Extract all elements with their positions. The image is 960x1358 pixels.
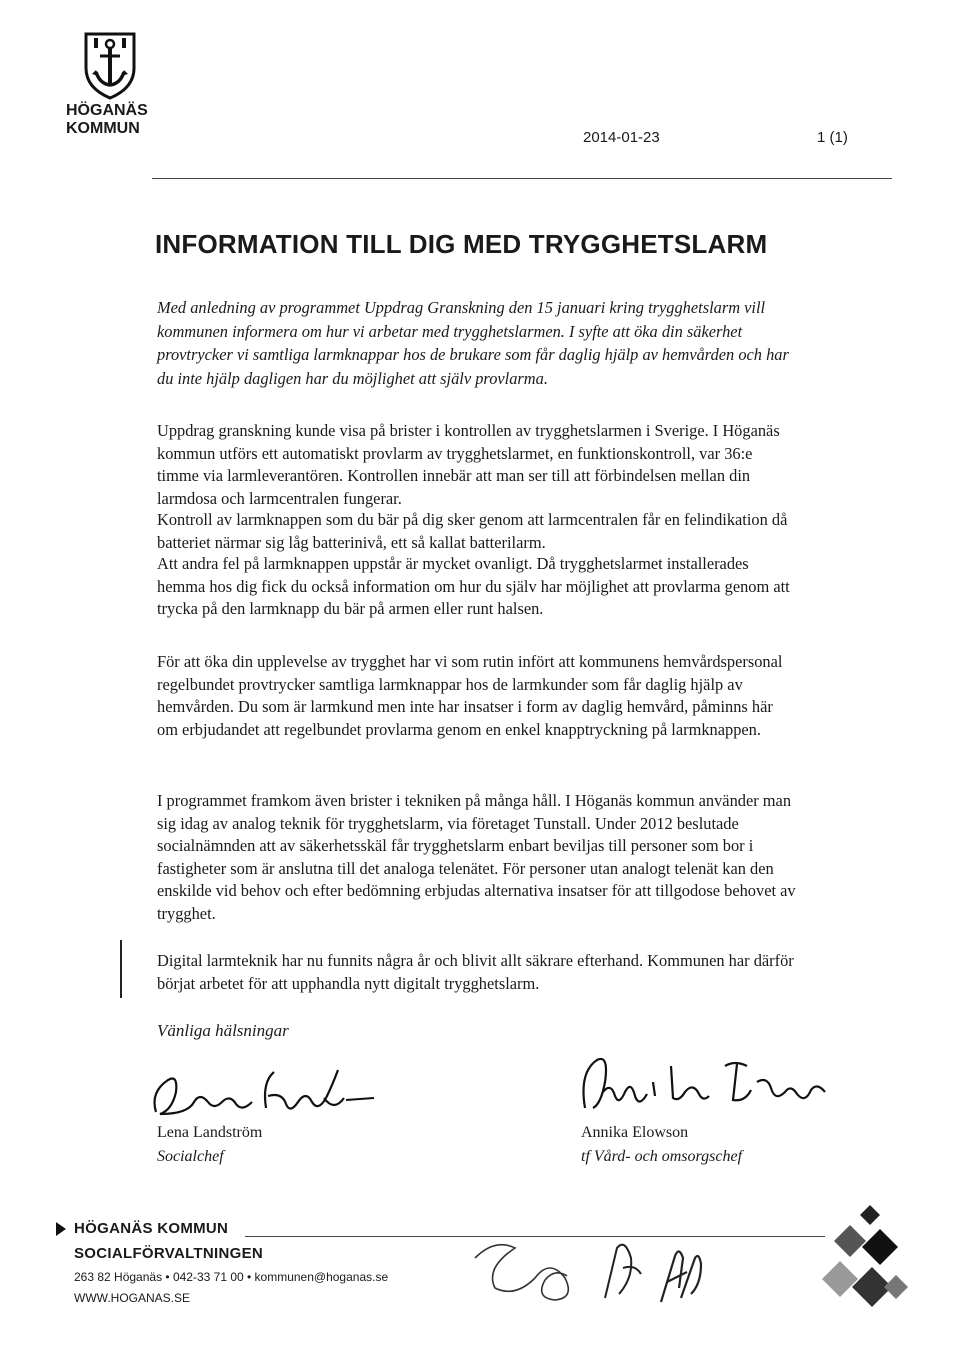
logo-org-line1: HÖGANÄS [66, 102, 148, 119]
handwritten-initials [455, 1228, 715, 1318]
footer-website: WWW.HOGANAS.SE [74, 1291, 191, 1305]
margin-mark [120, 940, 122, 998]
anchor-coat-of-arms-icon [80, 30, 140, 100]
document-date: 2014-01-23 [583, 129, 660, 146]
signature-lena-landstrom [148, 1062, 378, 1124]
header-divider [152, 178, 892, 179]
footer-address: 263 82 Höganäs • 042-33 71 00 • kommunen@hoganas.se [74, 1270, 389, 1284]
body-paragraph-5: I programmet framkom även brister i tekniken på många håll. I Höganäs kommun använder man sig idag av analog teknik för trygghetslarm, via företaget Tunstall. Under 2012 beslutade socialnämnden att av säkerhetsskäl får trygghetslarm enbart beviljas till personer som bor i fastigheter som är anslutna till det analoga telenätet. För personer utan analogt telenät kan den enskilde vid behov och efter bedömning erbjudas alternativa insatser för att tillgodose behovet av trygghet. [157, 791, 796, 923]
triangle-right-icon [56, 1222, 66, 1236]
signer-2-title: tf Vård- och omsorgschef [581, 1148, 743, 1165]
closing-greeting: Vänliga hälsningar [157, 1021, 289, 1040]
body-paragraph-3: Att andra fel på larmknappen uppstår är mycket ovanligt. Då trygghetslarmet installerades hemma hos dig fick du också information om hur du själv har möjlighet att provlarma genom att trycka på den larmknapp du bär på armen eller runt halsen. [157, 554, 790, 618]
body-paragraph-6: Digital larmteknik har nu funnits några år och blivit allt säkrare efterhand. Kommunen har därför börjat arbetet för att upphandla nytt digitalt trygghetslarm. [157, 951, 794, 993]
logo-org-line2: KOMMUN [66, 120, 140, 137]
body-paragraph-4: För att öka din upplevelse av trygghet har vi som rutin infört att kommunens hemvårdspersonal regelbundet provtrycker samtliga larmknappar hos de larmkunder som får daglig hjälp av hemvården. Du som är larmkund men inte har insatser i form av daglig hemvård, påminns här om erbjudandet att regelbundet provlarma genom en enkel knapptryckning på larmknappen. [157, 652, 783, 739]
signer-1-name: Lena Landström [157, 1124, 263, 1141]
decorative-diamond-pattern [820, 1205, 910, 1315]
signer-1-title: Socialchef [157, 1148, 224, 1165]
page-title: INFORMATION TILL DIG MED TRYGGHETSLARM [155, 229, 768, 259]
signature-annika-elowson [575, 1052, 835, 1122]
intro-paragraph: Med anledning av programmet Uppdrag Granskning den 15 januari kring trygghetslarm vill kommunen informera om hur vi arbetar med trygghetslarmen. I syfte att öka din säkerhet provtrycker vi samtliga larmknappar hos de brukare som får daglig hjälp av hemvården och har du inte hjälp dagligen har du möjlighet att själv provlarma. [157, 298, 789, 388]
municipality-logo [66, 30, 156, 138]
footer-org-name: HÖGANÄS KOMMUN [74, 1220, 229, 1237]
body-paragraph-2: Kontroll av larmknappen som du bär på dig sker genom att larmcentralen får en felindikation då batteriet närmar sig låg batterinivå, ett så kallat batterilarm. [157, 510, 788, 552]
footer-department: SOCIALFÖRVALTNINGEN [74, 1245, 264, 1262]
page-number: 1 (1) [817, 129, 848, 146]
body-paragraph-1: Uppdrag granskning kunde visa på brister i kontrollen av trygghetslarmen i Sverige. I Höganäs kommun utförs ett automatiskt provlarm av trygghetslarmet, en funktionskontroll, var 36:e timme via larmleverantören. Kontrollen innebär att man ser till att förbindelsen mellan din larmdosa och larmcentralen fungerar. [157, 421, 780, 508]
signer-2-name: Annika Elowson [581, 1124, 689, 1141]
